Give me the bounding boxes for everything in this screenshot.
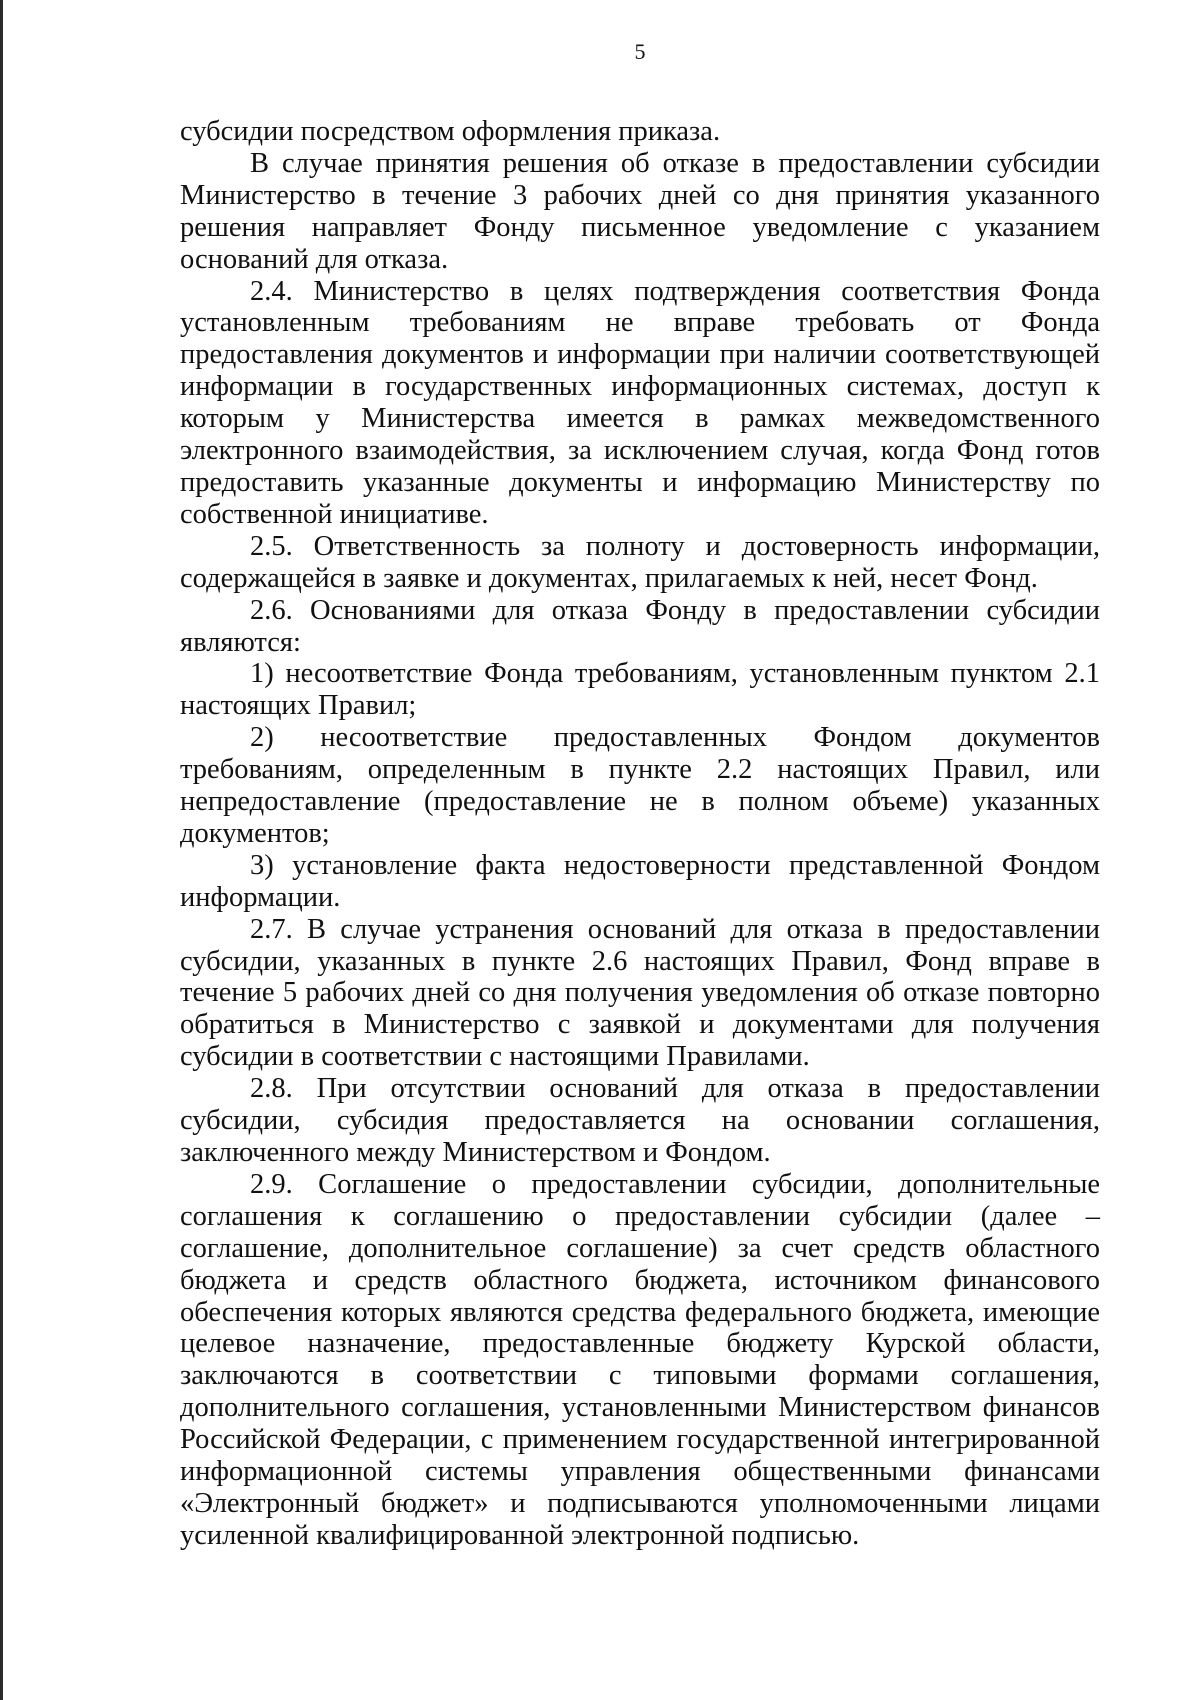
- paragraph-refusal-notice: В случае принятия решения об отказе в предоставлении субсидии Министерство в течение 3 рабочих дней со дня принятия указанного решения направляет Фонду письменное уведомление с указанием оснований для отказа.: [180, 147, 1100, 275]
- list-item-2: 2) несоответствие предоставленных Фондом документов требованиям, определенным в пункте 2.2 настоящих Правил, или непредоставление (предоставление не в полном объеме) указанных документов;: [180, 722, 1100, 849]
- scan-edge-line: [0, 0, 3, 1700]
- document-page: [180, 0, 1100, 1700]
- page-number: 5: [634, 39, 646, 64]
- list-item-1: 1) несоответствие Фонда требованиям, установленным пунктом 2.1 настоящих Правил;: [180, 658, 1100, 722]
- list-item-3: 3) установление факта недостоверности представленной Фондом информации.: [180, 849, 1100, 913]
- paragraph-2-6: 2.6. Основаниями для отказа Фонду в предоставлении субсидии являются:: [180, 594, 1100, 658]
- paragraph-2-9: 2.9. Соглашение о предоставлении субсидии, дополнительные соглашения к соглашению о предоставлении субсидии (далее – соглашение, дополнительное соглашение) за счет средств областного бюджета и средств областного бюджета, источником финансового обеспечения которых являются средства федерального бюджета, имеющие целевое назначение, предоставленные бюджету Курской области, заключаются в соответствии с типовыми формами соглашения, дополнительного соглашения, установленными Министерством финансов Российской Федерации, с применением государственной интегрированной информационной системы управления общественными финансами «Электронный бюджет» и подписываются уполномоченными лицами усиленной квалифицированной электронной подписью.: [180, 1168, 1100, 1551]
- paragraph-continuation: субсидии посредством оформления приказа.: [180, 116, 721, 147]
- paragraph-2-7: 2.7. В случае устранения оснований для отказа в предоставлении субсидии, указанных в пункте 2.6 настоящих Правил, Фонд вправе в течение 5 рабочих дней со дня получения уведомления об отказе повторно обратиться в Министерство с заявкой и документами для получения субсидии в соответствии с настоящими Правилами.: [180, 913, 1100, 1073]
- paragraph-2-5: 2.5. Ответственность за полноту и достоверность информации, содержащейся в заявке и документах, прилагаемых к ней, несет Фонд.: [180, 530, 1100, 594]
- paragraph-2-8: 2.8. При отсутствии оснований для отказа в предоставлении субсидии, субсидия предоставляется на основании соглашения, заключенного между Министерством и Фондом.: [180, 1073, 1100, 1168]
- paragraph-2-4: 2.4. Министерство в целях подтверждения соответствия Фонда установленным требованиям не вправе требовать от Фонда предоставления документов и информации при наличии соответствующей информации в государственных информационных системах, доступ к которым у Министерства имеется в рамках межведомственного электронного взаимодействия, за исключением случая, когда Фонд готов предоставить указанные документы и информацию Министерству по собственной инициативе.: [180, 275, 1100, 530]
- document-body: [180, 116, 1100, 1552]
